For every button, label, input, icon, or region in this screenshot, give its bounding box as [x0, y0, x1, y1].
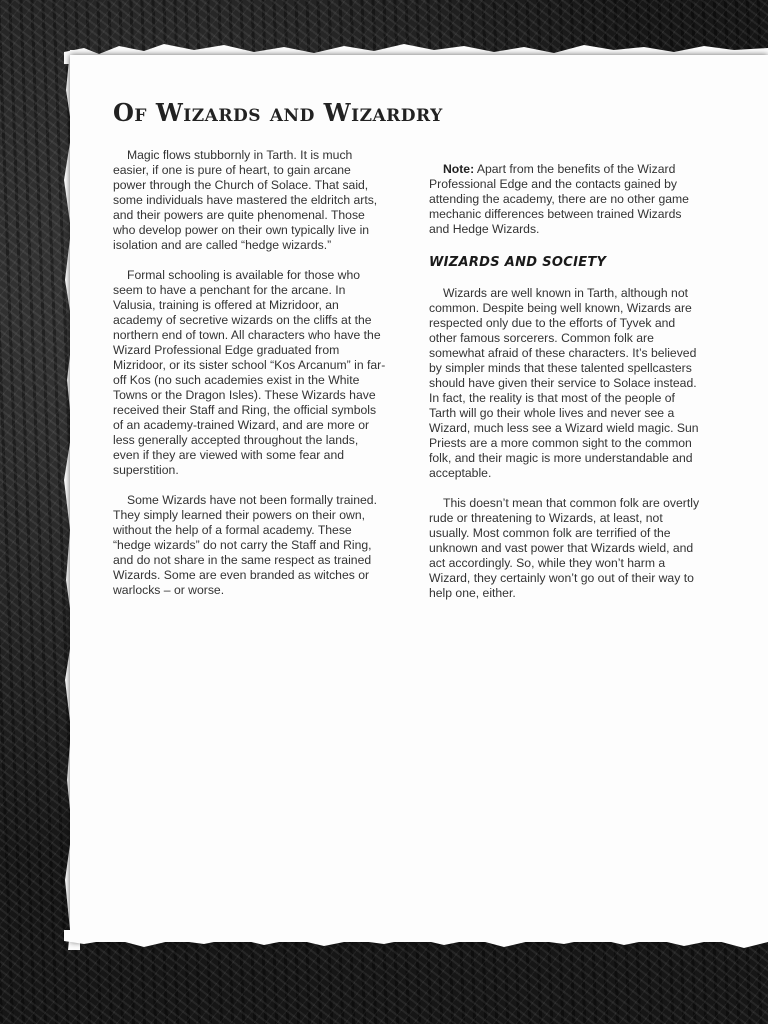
paragraph: Formal schooling is available for those who seem to have a penchant for the arcane. In Valusia, training is offered at Mizridoor, an academy of secretive wizards on the cliffs at the northern end of town. All characters who have the Wizard Professional Edge graduated from Mizridoor, or its sister school “Kos Arcanum” in far-off Kos (no such academies exist in the White Towns or the Dragon Isles). These Wizards have received their Staff and Ring, the official symbols of an academy-trained Wizard, and are more or less generally accepted throughout the lands, even if they are viewed with some fear and superstition. — [113, 268, 386, 477]
left-column — [113, 148, 386, 613]
note-paragraph — [429, 162, 702, 237]
paragraph: This doesn’t mean that common folk are overtly rude or threatening to Wizards, at least, not usually. Most common folk are terrified of the unknown and vast power that Wizards wield, and act accordingly. So, while they won’t harm a Wizard, they certainly won’t go out of their way to help one, either. — [429, 496, 700, 600]
note-text: Apart from the benefits of the Wizard Professional Edge and the contacts gained by attending the academy, there are no other game mechanic differences between trained Wizards and Hedge Wizards. — [429, 162, 689, 236]
right-column — [429, 162, 702, 616]
torn-edge-bottom — [64, 930, 768, 954]
note-label: Note: — [443, 162, 475, 176]
section-heading: WIZARDS AND SOCIETY — [429, 255, 607, 270]
paragraph: Some Wizards have not been formally trained. They simply learned their powers on their own, without the help of a formal academy. These “hedge wizards” do not carry the Staff and Ring, and do not share in the same respect as trained Wizards. Some are even branded as witches or warlocks – or worse. — [113, 493, 377, 597]
page-title: Of Wizards and Wizardry — [113, 98, 443, 127]
paragraph: Magic flows stubbornly in Tarth. It is much easier, if one is pure of heart, to gain arcane power through the Church of Solace. That said, some individuals have mastered the eldritch arts, and their powers are quite phenomenal. Those who develop power on their own typically live in isolation and are called “hedge wizards.” — [113, 148, 378, 252]
paragraph: Wizards are well known in Tarth, although not common. Despite being well known, Wizards are respected only due to the efforts of Tyvek and other famous sorcerers. Common folk are somewhat afraid of these characters. It’s believed by simpler minds that these talented spellcasters should have given their service to Solace instead. In fact, the reality is that most of the people of Tarth will go their whole lives and never see a Wizard, much less see a Wizard wield magic. Sun Priests are a more common sight to the common folk, and their magic is more understandable and acceptable. — [429, 286, 699, 480]
